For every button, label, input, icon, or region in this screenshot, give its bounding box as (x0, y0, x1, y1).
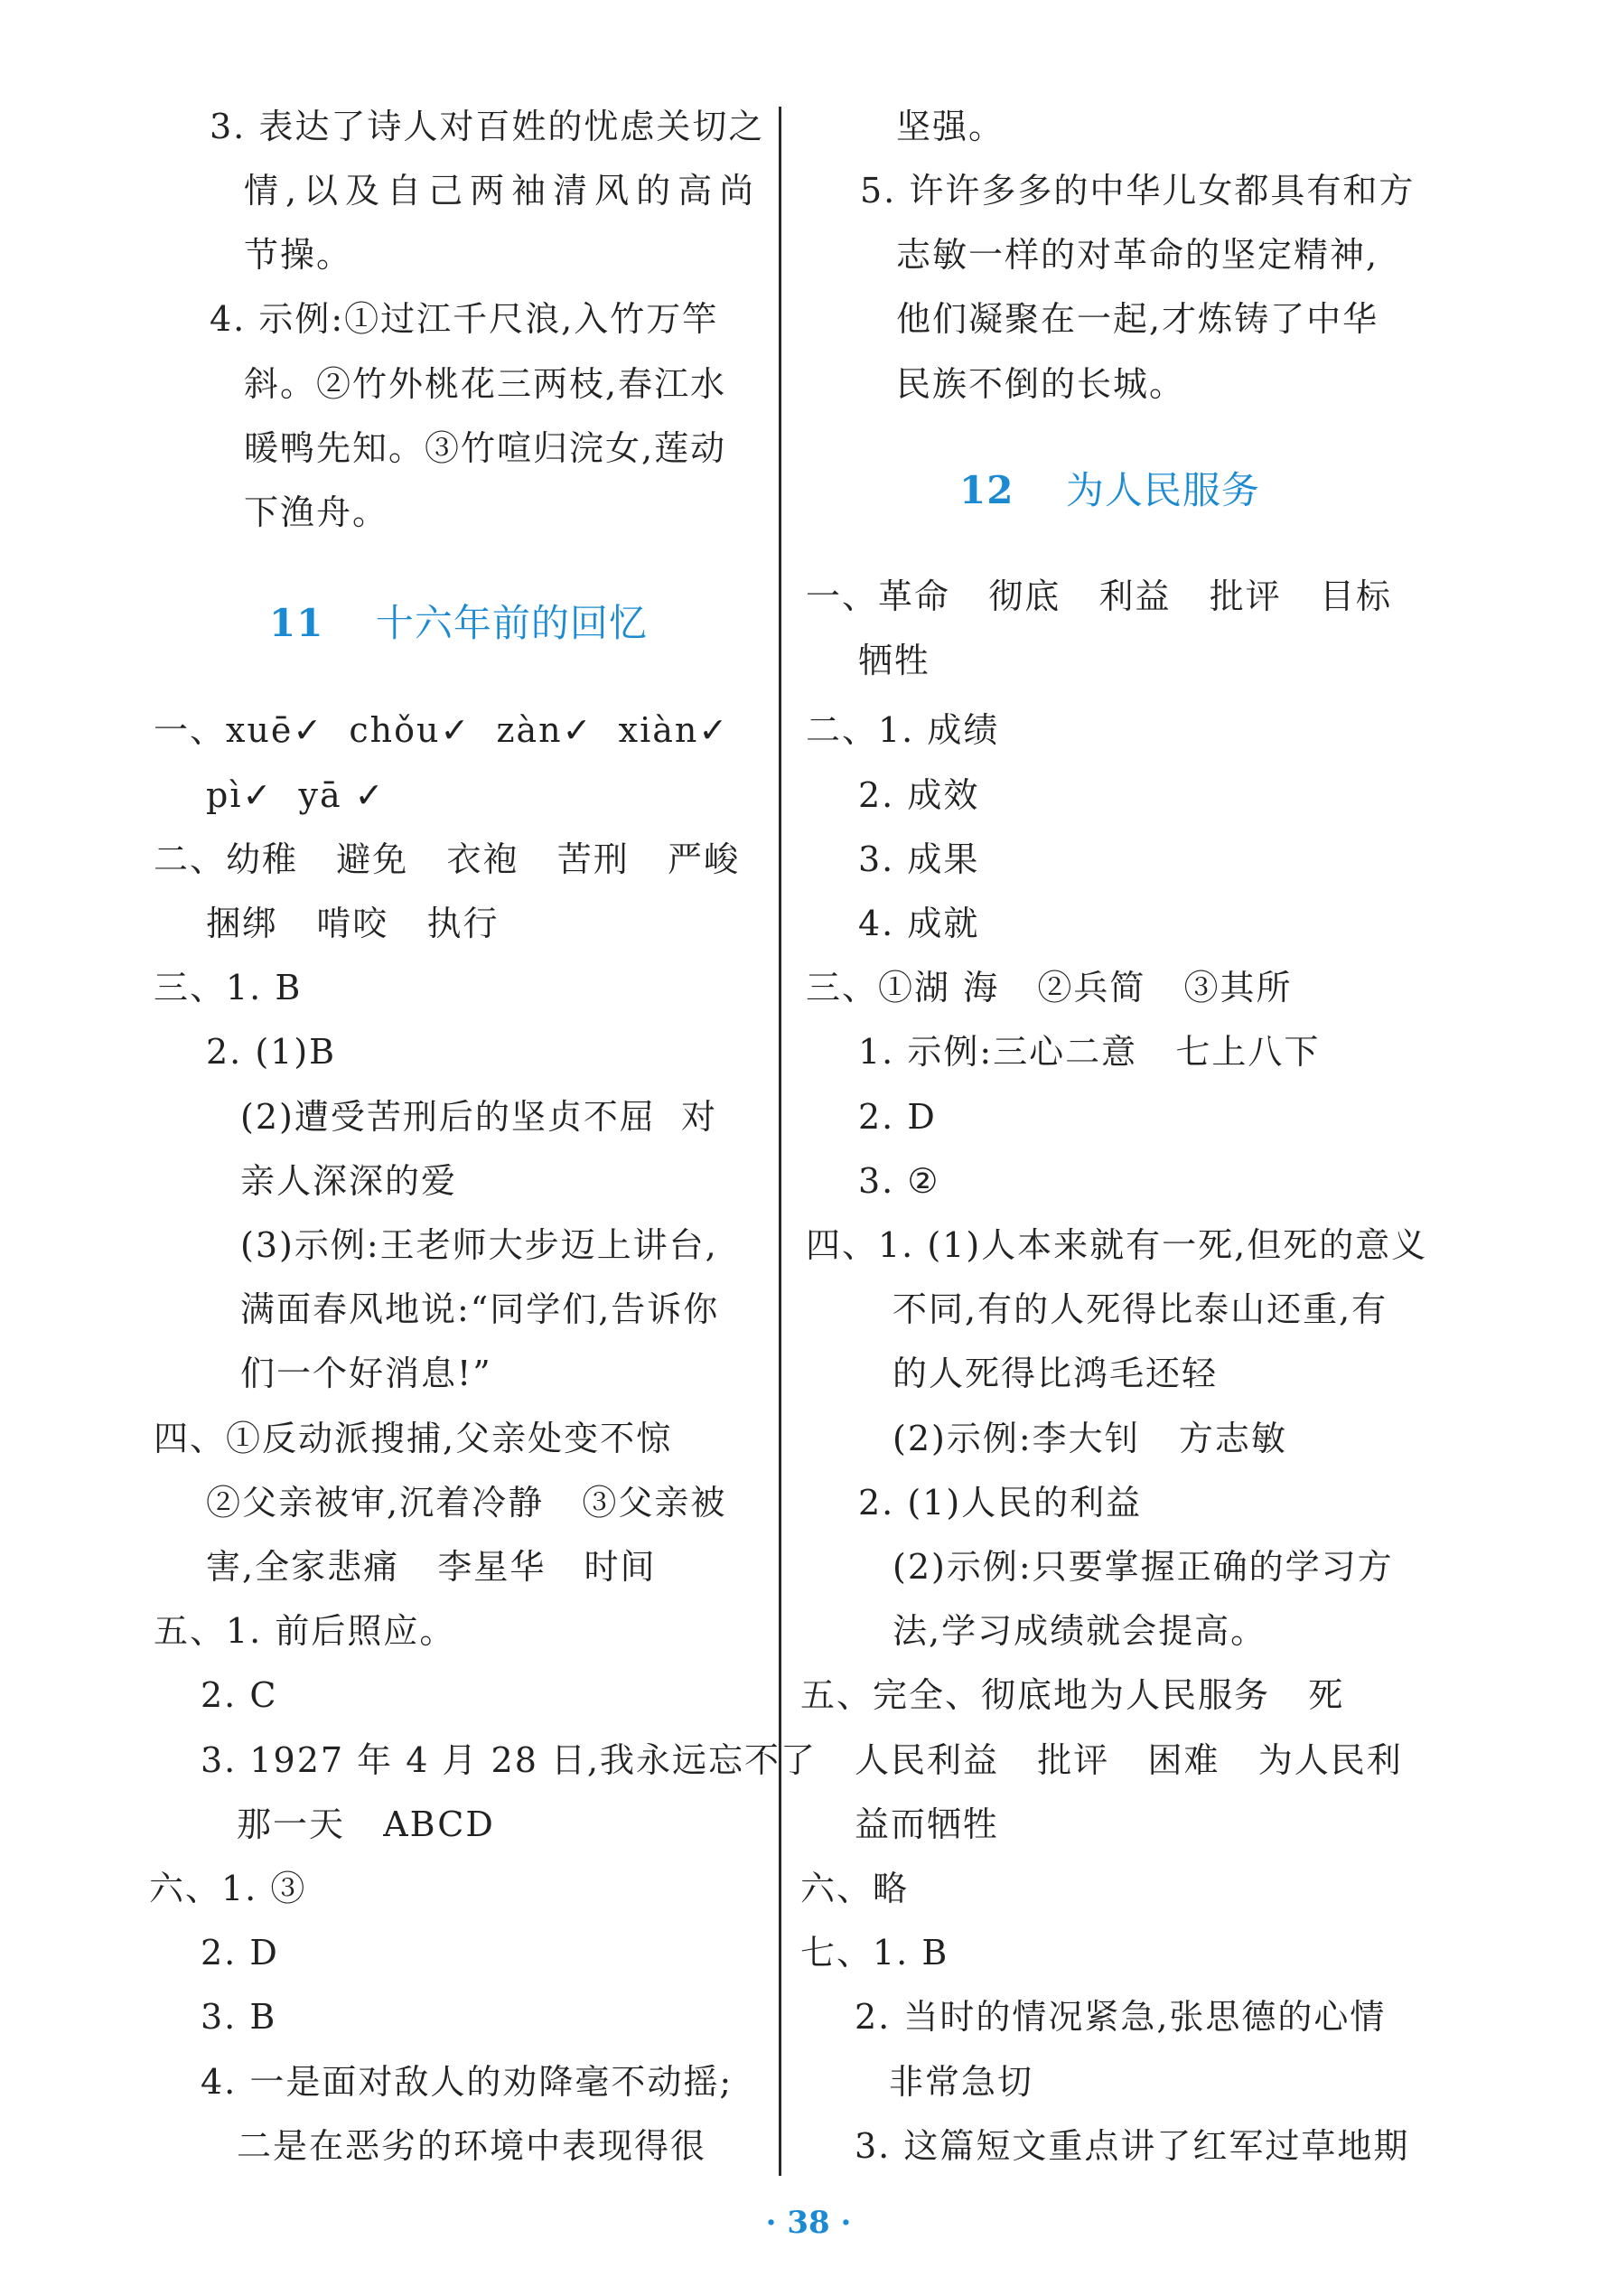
answer-line: 2. D (858, 1097, 937, 1137)
answer-line: 2. (1)B (206, 1032, 337, 1072)
answer-line: 3. 成果 (858, 839, 980, 879)
answer-line: 人民利益 批评 困难 为人民利 (855, 1740, 1403, 1780)
section-title: 十六年前的回忆 (375, 601, 648, 645)
answer-line: 亲人深深的爱 (240, 1161, 458, 1201)
answer-line: 那一天 ABCD (237, 1804, 495, 1844)
answer-line: 4. 一是面对敌人的劝降毫不动摇; (201, 2062, 734, 2102)
answer-line: 志敏一样的对革命的坚定精神, (896, 235, 1379, 275)
answer-line: 2. 当时的情况紧急,张思德的心情 (855, 1997, 1387, 2037)
section-heading-11 (269, 601, 648, 646)
column-divider (779, 107, 781, 2176)
answer-line: 六、略 (800, 1869, 910, 1908)
answer-line: 六、1. ③ (149, 1869, 307, 1908)
answer-line: (3)示例:王老师大步迈上讲台, (240, 1225, 718, 1265)
answer-line: (2)示例:李大钊 方志敏 (893, 1419, 1287, 1458)
answer-line: 捆绑 啃咬 执行 (206, 904, 500, 943)
answer-line: 节操。 (244, 235, 353, 275)
answer-line: 3. 这篇短文重点讲了红军过草地期 (855, 2126, 1410, 2166)
answer-line: 五、完全、彻底地为人民服务 死 (800, 1675, 1345, 1715)
answer-line: 害,全家悲痛 李星华 时间 (206, 1547, 657, 1587)
answer-line: 七、1. B (800, 1933, 949, 1973)
answer-line: 下渔舟。 (244, 492, 389, 532)
answer-line: 3. 1927 年 4 月 28 日,我永远忘不了 (201, 1740, 818, 1780)
answer-line: 1. 示例:三心二意 七上八下 (858, 1032, 1321, 1072)
answer-line: 2. D (201, 1933, 279, 1973)
answer-line: 们一个好消息!” (240, 1354, 492, 1393)
answer-line: 3. 表达了诗人对百姓的忧虑关切之 (210, 107, 765, 146)
answer-line: (2)示例:只要掌握正确的学习方 (893, 1547, 1394, 1587)
answer-line: 4. 成就 (858, 904, 980, 943)
answer-line: 五、1. 前后照应。 (154, 1611, 456, 1651)
section-number: 12 (959, 468, 1014, 512)
answer-line: (2)遭受苦刑后的坚贞不屈 对 (240, 1097, 717, 1137)
answer-line: 一、xuē✓ chǒu✓ zàn✓ xiàn✓ (154, 710, 730, 750)
answer-line: 二、幼稚 避免 衣袍 苦刑 严峻 (154, 839, 740, 879)
answer-line: 三、1. B (154, 968, 303, 1007)
answer-line: 二、1. 成绩 (806, 710, 1000, 750)
answer-line: pì✓ yā ✓ (206, 775, 386, 815)
answer-line: 3. B (201, 1997, 277, 2037)
answer-line: 3. ② (858, 1161, 940, 1201)
answer-line: 非常急切 (889, 2062, 1034, 2102)
answer-line: 他们凝聚在一起,才炼铸了中华 (896, 299, 1379, 339)
section-title: 为人民服务 (1065, 468, 1260, 512)
page-number: · 38 · (765, 2205, 852, 2241)
answer-line: 民族不倒的长城。 (896, 364, 1186, 404)
answer-line: 二是在恶劣的环境中表现得很 (237, 2126, 707, 2166)
answer-line: 一、革命 彻底 利益 批评 目标 (806, 576, 1392, 616)
answer-line: 5. 许许多多的中华儿女都具有和方 (860, 171, 1416, 211)
section-number: 11 (269, 601, 324, 645)
answer-line: 暖鸭先知。③竹喧归浣女,莲动 (244, 428, 727, 468)
answer-line: 四、1. (1)人本来就有一死,但死的意义 (806, 1225, 1428, 1265)
answer-line: 满面春风地说:“同学们,告诉你 (240, 1289, 720, 1329)
answer-line: 坚强。 (896, 107, 1005, 146)
answer-line: ②父亲被审,沉着冷静 ③父亲被 (206, 1483, 727, 1523)
answer-line: 2. C (201, 1675, 278, 1715)
answer-line: 的人死得比鸿毛还轻 (893, 1354, 1219, 1393)
answer-line: 牺牲 (858, 641, 931, 680)
answer-line: 斜。②竹外桃花三两枝,春江水 (244, 364, 727, 404)
answer-line: 三、①湖 海 ②兵简 ③其所 (806, 968, 1293, 1007)
answer-line: 情,以及自己两袖清风的高尚 (244, 171, 762, 211)
answer-line: 四、①反动派搜捕,父亲处变不惊 (154, 1419, 673, 1458)
answer-line: 法,学习成绩就会提高。 (893, 1611, 1267, 1651)
answer-line: 4. 示例:①过江千尺浪,入竹万竿 (210, 299, 719, 339)
answer-line: 2. 成效 (858, 775, 980, 815)
section-heading-12 (959, 468, 1260, 513)
answer-line: 2. (1)人民的利益 (858, 1483, 1143, 1523)
answer-line: 不同,有的人死得比泰山还重,有 (893, 1289, 1388, 1329)
answer-line: 益而牺牲 (855, 1804, 1000, 1844)
